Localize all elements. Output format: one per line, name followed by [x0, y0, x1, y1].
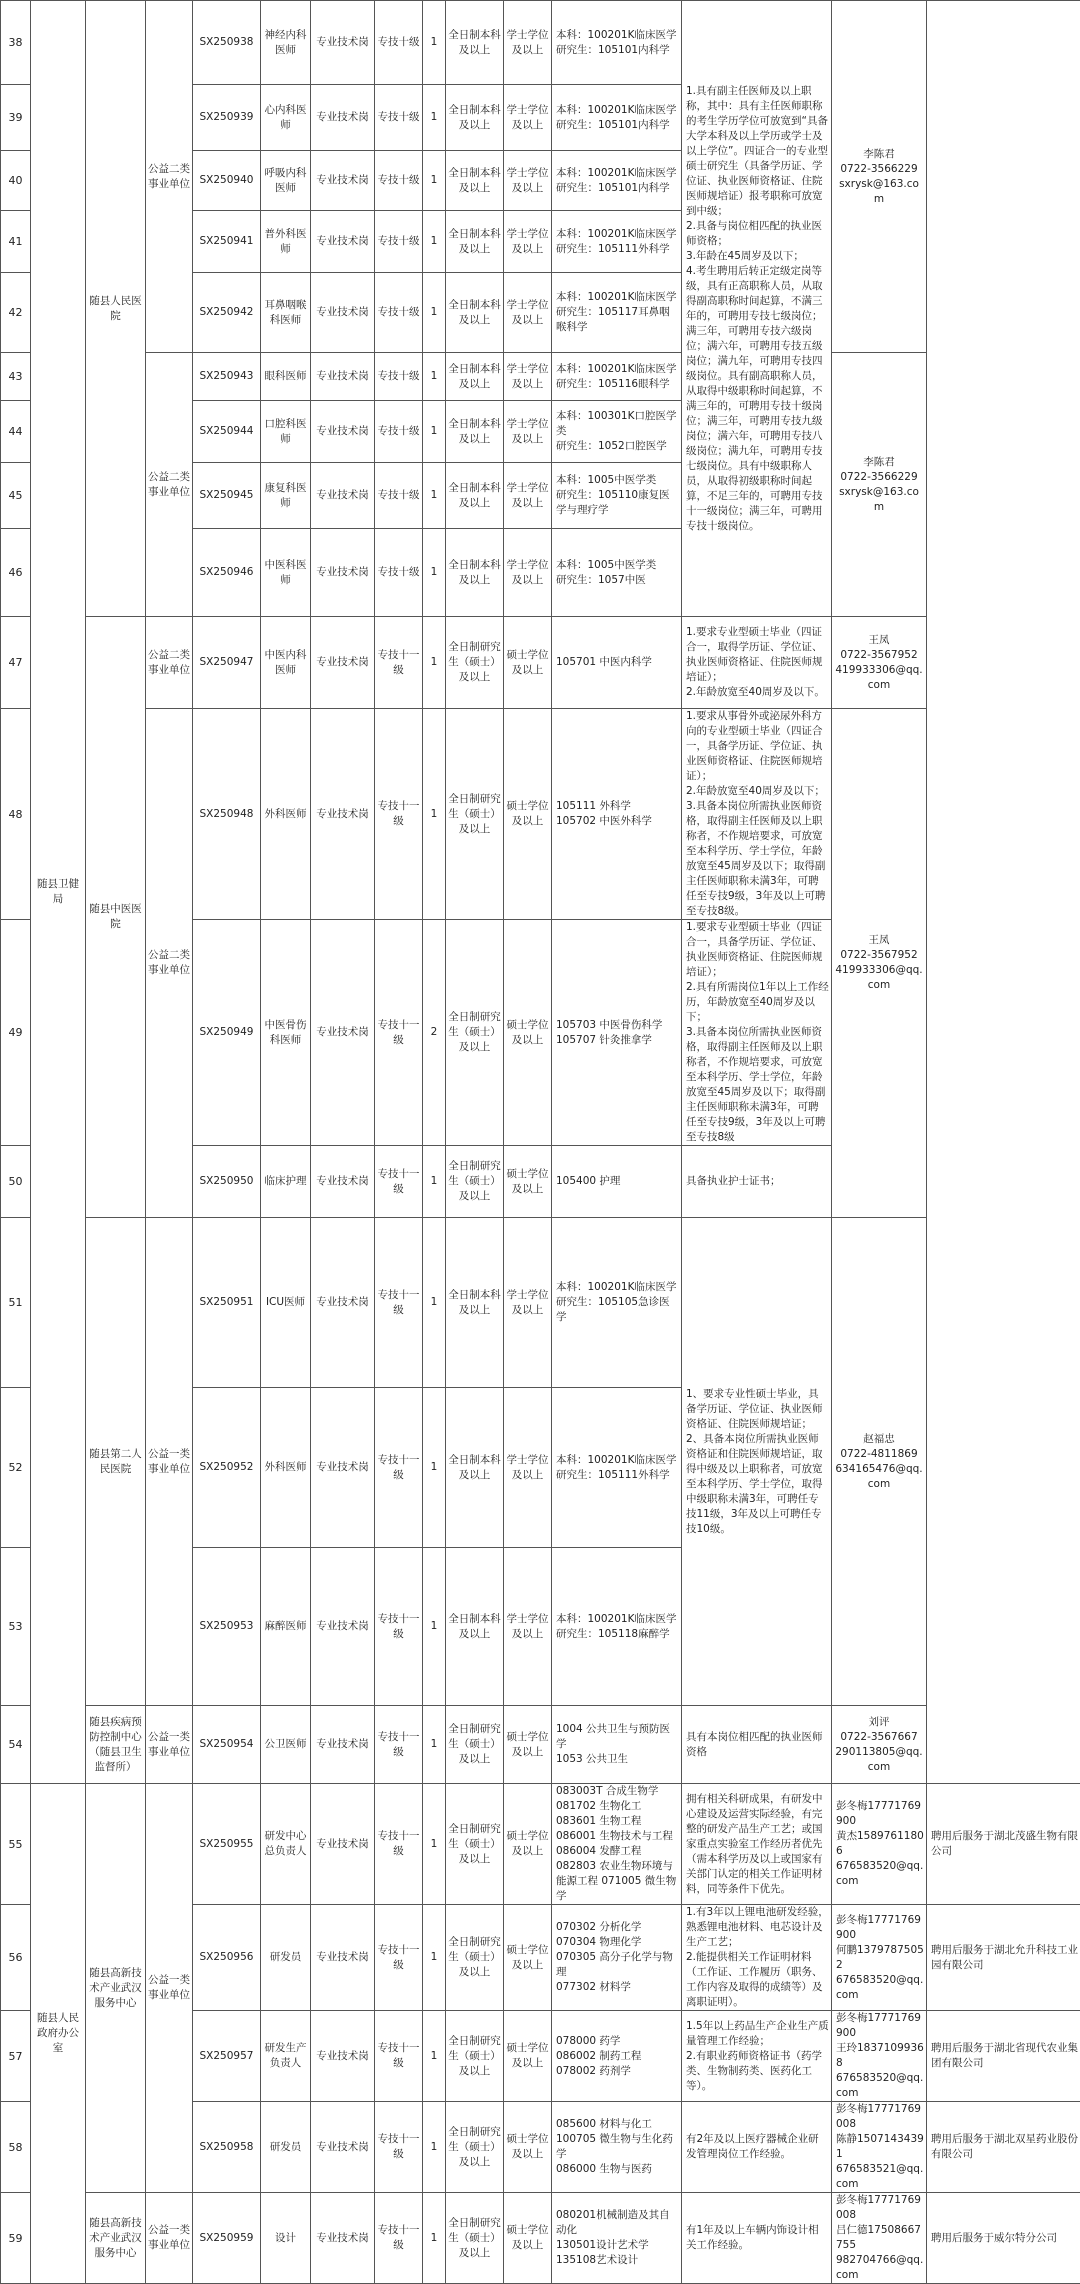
major: 本科：100201K临床医学 研究生：105111外科学 — [552, 1388, 682, 1548]
education: 全日制研究生（硕士）及以上 — [446, 1905, 504, 2011]
major: 本科：100201K临床医学 研究生：105111外科学 — [552, 211, 682, 273]
post-name: 中医骨伤科医师 — [261, 920, 311, 1146]
requirements-cell: 1.要求从事骨外或泌尿外科方向的专业型硕士毕业（四证合一，具备学历证、学位证、执业医师资格证、住院医师规培证）； 2.年龄放宽至40周岁及以下； 3.具备本岗位所需执业医师资格，取得副主任医师及以上职称者，不作规培要求，可放宽至本科学历、学士学位，年龄放宽至45周岁及以下；取得副主任医师职称未满3年，可聘任至专技9级，3年及以上可聘至专技8级。 — [682, 709, 832, 920]
major: 本科：1005中医学类 研究生：105110康复医学与理疗学 — [552, 463, 682, 529]
requirements-cell: 具备执业护士证书； — [682, 1146, 832, 1218]
post-type: 专业技术岗 — [311, 1388, 375, 1548]
post-level: 专技十一级 — [375, 617, 423, 709]
post-count: 2 — [423, 920, 446, 1146]
post-level: 专技十级 — [375, 353, 423, 401]
post-level: 专技十级 — [375, 463, 423, 529]
contact-cell: 王凤 0722-3567952 419933306@qq.com — [832, 709, 927, 1218]
department-cell: 随县人民政府办公室 — [31, 1784, 86, 2284]
post-name: 麻醉医师 — [261, 1548, 311, 1706]
unit-cell: 随县中医医院 — [86, 617, 146, 1218]
row-number: 59 — [1, 2193, 31, 2284]
post-type: 专业技术岗 — [311, 920, 375, 1146]
degree: 学士学位及以上 — [504, 151, 552, 211]
post-level: 专技十一级 — [375, 1905, 423, 2011]
major: 本科：100201K临床医学 研究生：105105急诊医学 — [552, 1218, 682, 1388]
unit-type-cell: 公益一类事业单位 — [146, 1784, 193, 2193]
major: 本科：100201K临床医学 研究生：105101内科学 — [552, 1, 682, 85]
note-text: 聘用后服务于湖北茂盛生物有限公司 — [927, 1784, 1080, 1905]
row-number: 41 — [1, 211, 31, 273]
requirements-cell: 有2年及以上医疗器械企业研发管理岗位工作经验。 — [682, 2102, 832, 2193]
contact-cell: 彭冬梅17771769900 何鹏13797875052 676583520@qq.com — [832, 1905, 927, 2011]
education: 全日制本科及以上 — [446, 1, 504, 85]
post-type: 专业技术岗 — [311, 85, 375, 151]
post-name: 研发员 — [261, 1905, 311, 2011]
contact-cell: 彭冬梅17771769008 吕仁德17508667755 982704766@qq.com — [832, 2193, 927, 2284]
post-code: SX250959 — [193, 2193, 261, 2284]
post-name: 口腔科医师 — [261, 401, 311, 463]
education: 全日制本科及以上 — [446, 1388, 504, 1548]
degree: 学士学位及以上 — [504, 463, 552, 529]
post-count: 1 — [423, 1388, 446, 1548]
unit-type-cell: 公益一类事业单位 — [146, 1218, 193, 1706]
post-type: 专业技术岗 — [311, 401, 375, 463]
post-name: 研发中心总负责人 — [261, 1784, 311, 1905]
department-cell: 随县卫健局 — [31, 1, 86, 1784]
row-number: 45 — [1, 463, 31, 529]
major: 本科：100201K临床医学 研究生：105116眼科学 — [552, 353, 682, 401]
contact-cell: 李陈君 0722-3566229 sxrysk@163.com — [832, 1, 927, 353]
row-number: 47 — [1, 617, 31, 709]
major: 本科：100201K临床医学 研究生：105118麻醉学 — [552, 1548, 682, 1706]
post-count: 1 — [423, 2193, 446, 2284]
post-type: 专业技术岗 — [311, 463, 375, 529]
unit-cell: 随县高新技术产业武汉服务中心 — [86, 2193, 146, 2284]
table-row — [1, 709, 1080, 920]
degree: 学士学位及以上 — [504, 273, 552, 353]
degree: 学士学位及以上 — [504, 85, 552, 151]
row-number: 57 — [1, 2011, 31, 2102]
post-name: 设计 — [261, 2193, 311, 2284]
major: 本科：100301K口腔医学类 研究生：1052口腔医学 — [552, 401, 682, 463]
post-code: SX250953 — [193, 1548, 261, 1706]
post-code: SX250954 — [193, 1706, 261, 1784]
post-type: 专业技术岗 — [311, 1706, 375, 1784]
post-code: SX250943 — [193, 353, 261, 401]
post-count: 1 — [423, 273, 446, 353]
major: 078000 药学 086002 制药工程 078002 药剂学 — [552, 2011, 682, 2102]
post-name: 眼科医师 — [261, 353, 311, 401]
major: 本科：100201K临床医学 研究生：105101内科学 — [552, 85, 682, 151]
education: 全日制本科及以上 — [446, 151, 504, 211]
requirements-cell: 1、要求专业性硕士毕业，具备学历证、学位证、执业医师资格证、住院医师规培证； 2、具备本岗位所需执业医师资格证和住院医师规培证，取得中级及以上职称者，可放宽至本科学历、学士学位，取得中级职称未满3年，可聘任专技11级，3年及以上可聘任专技10级。 — [682, 1218, 832, 1706]
post-level: 专技十一级 — [375, 1218, 423, 1388]
degree: 学士学位及以上 — [504, 529, 552, 617]
post-code: SX250941 — [193, 211, 261, 273]
post-level: 专技十级 — [375, 401, 423, 463]
post-count: 1 — [423, 1706, 446, 1784]
post-level: 专技十一级 — [375, 1548, 423, 1706]
table-row — [1, 1706, 1080, 1784]
major: 105701 中医内科学 — [552, 617, 682, 709]
education: 全日制本科及以上 — [446, 353, 504, 401]
row-number: 43 — [1, 353, 31, 401]
post-code: SX250939 — [193, 85, 261, 151]
post-name: 研发员 — [261, 2102, 311, 2193]
post-count: 1 — [423, 1548, 446, 1706]
requirements-cell: 1.有3年以上锂电池研发经验，熟悉锂电池材料、电芯设计及生产工艺； 2.能提供相关工作证明材料（工作证、工作履历（职务、工作内容及取得的成绩等）及离职证明）。 — [682, 1905, 832, 2011]
education: 全日制本科及以上 — [446, 85, 504, 151]
post-level: 专技十级 — [375, 529, 423, 617]
education: 全日制研究生（硕士）及以上 — [446, 2011, 504, 2102]
post-name: 公卫医师 — [261, 1706, 311, 1784]
post-level: 专技十一级 — [375, 2102, 423, 2193]
requirements-cell: 1.要求专业型硕士毕业（四证合一，取得学历证、学位证、执业医师资格证、住院医师规培证）； 2.年龄放宽至40周岁及以下。 — [682, 617, 832, 709]
post-level: 专技十一级 — [375, 1784, 423, 1905]
unit-type-cell: 公益二类事业单位 — [146, 1, 193, 353]
major: 本科：100201K临床医学 研究生：105101内科学 — [552, 151, 682, 211]
requirements-cell: 1.5年以上药品生产企业生产质量管理工作经验； 2.有职业药师资格证书（药学类、生物制药类、医药化工等）。 — [682, 2011, 832, 2102]
post-level: 专技十级 — [375, 211, 423, 273]
row-number: 48 — [1, 709, 31, 920]
education: 全日制本科及以上 — [446, 273, 504, 353]
degree: 学士学位及以上 — [504, 1218, 552, 1388]
unit-type-cell: 公益一类事业单位 — [146, 2193, 193, 2284]
education: 全日制本科及以上 — [446, 463, 504, 529]
table-row — [1, 2193, 1080, 2284]
degree: 硕士学位及以上 — [504, 2011, 552, 2102]
contact-cell: 彭冬梅17771769900 王玲18371099368 676583520@qq.com — [832, 2011, 927, 2102]
post-type: 专业技术岗 — [311, 2102, 375, 2193]
education: 全日制本科及以上 — [446, 1548, 504, 1706]
row-number: 50 — [1, 1146, 31, 1218]
post-code: SX250938 — [193, 1, 261, 85]
post-type: 专业技术岗 — [311, 1146, 375, 1218]
table-row — [1, 353, 1080, 401]
major: 本科：1005中医学类 研究生：1057中医 — [552, 529, 682, 617]
row-number: 55 — [1, 1784, 31, 1905]
major: 070302 分析化学 070304 物理化学 070305 高分子化学与物理 077302 材料学 — [552, 1905, 682, 2011]
note-text: 聘用后服务于湖北允升科技工业园有限公司 — [927, 1905, 1080, 2011]
unit-cell: 随县高新技术产业武汉服务中心 — [86, 1784, 146, 2193]
post-type: 专业技术岗 — [311, 1218, 375, 1388]
major: 105111 外科学 105702 中医外科学 — [552, 709, 682, 920]
post-name: 外科医师 — [261, 1388, 311, 1548]
row-number: 52 — [1, 1388, 31, 1548]
degree: 硕士学位及以上 — [504, 1146, 552, 1218]
degree: 硕士学位及以上 — [504, 2193, 552, 2284]
degree: 学士学位及以上 — [504, 1548, 552, 1706]
post-code: SX250951 — [193, 1218, 261, 1388]
requirements-cell: 1.具有副主任医师及以上职称，其中：具有主任医师职称的考生学历学位可放宽到“具备大学本科及以上学历或学士及以上学位”。四证合一的专业型硕士研究生（具备学历证、学位证、执业医师资格证、住院医师规培证）报考职称可放宽到中级； 2.具备与岗位相匹配的执业医师资格； 3.年龄在45周岁及以下； 4.考生聘用后转正定级定岗等级，具有正高职称人员，从取得副高职称时间起算，不满三年的，可聘用专技七级岗位；满三年，可聘用专技六级岗位；满六年，可聘用专技五级岗位；满九年，可聘用专技四级岗位。具有副高职称人员，从取得中级职称时间起算，不满三年的，可聘用专技十级岗位；满三年，可聘用专技九级岗位；满六年，可聘用专技八级岗位；满九年，可聘用专技七级岗位。具有中级职称人员，从取得初级职称时间起算，不足三年的，可聘用专技十一级岗位；满三年，可聘用专技十级岗位。 — [682, 1, 832, 617]
post-type: 专业技术岗 — [311, 1, 375, 85]
row-number: 44 — [1, 401, 31, 463]
post-level: 专技十级 — [375, 1, 423, 85]
post-code: SX250947 — [193, 617, 261, 709]
requirements-cell: 有1年及以上车辆内饰设计相关工作经验。 — [682, 2193, 832, 2284]
post-name: 呼吸内科医师 — [261, 151, 311, 211]
post-count: 1 — [423, 1, 446, 85]
post-level: 专技十一级 — [375, 709, 423, 920]
table-row — [1, 1, 1080, 85]
post-name: 中医内科医师 — [261, 617, 311, 709]
post-code: SX250952 — [193, 1388, 261, 1548]
post-name: ICU医师 — [261, 1218, 311, 1388]
post-count: 1 — [423, 401, 446, 463]
contact-cell: 王凤 0722-3567952 419933306@qq.com — [832, 617, 927, 709]
post-code: SX250949 — [193, 920, 261, 1146]
education: 全日制本科及以上 — [446, 401, 504, 463]
post-level: 专技十级 — [375, 151, 423, 211]
row-number: 53 — [1, 1548, 31, 1706]
post-level: 专技十级 — [375, 273, 423, 353]
note-text: 聘用后服务于湖北双星药业股份有限公司 — [927, 2102, 1080, 2193]
post-count: 1 — [423, 1784, 446, 1905]
unit-type-cell: 公益二类事业单位 — [146, 709, 193, 1218]
degree: 学士学位及以上 — [504, 401, 552, 463]
post-type: 专业技术岗 — [311, 2011, 375, 2102]
row-number: 54 — [1, 1706, 31, 1784]
degree: 硕士学位及以上 — [504, 1706, 552, 1784]
post-name: 康复科医师 — [261, 463, 311, 529]
post-level: 专技十一级 — [375, 2011, 423, 2102]
post-count: 1 — [423, 2102, 446, 2193]
note-text: 聘用后服务于威尔特分公司 — [927, 2193, 1080, 2284]
post-code: SX250944 — [193, 401, 261, 463]
post-type: 专业技术岗 — [311, 2193, 375, 2284]
post-count: 1 — [423, 151, 446, 211]
contact-cell: 李陈君 0722-3566229 sxrysk@163.com — [832, 353, 927, 617]
degree: 硕士学位及以上 — [504, 709, 552, 920]
unit-type-cell: 公益二类事业单位 — [146, 353, 193, 617]
major: 本科：100201K临床医学 研究生：105117耳鼻咽喉科学 — [552, 273, 682, 353]
row-number: 49 — [1, 920, 31, 1146]
education: 全日制研究生（硕士）及以上 — [446, 1146, 504, 1218]
education: 全日制研究生（硕士）及以上 — [446, 709, 504, 920]
education: 全日制研究生（硕士）及以上 — [446, 2193, 504, 2284]
education: 全日制本科及以上 — [446, 529, 504, 617]
education: 全日制研究生（硕士）及以上 — [446, 920, 504, 1146]
contact-cell: 赵福忠 0722-4811869 634165476@qq.com — [832, 1218, 927, 1706]
post-count: 1 — [423, 529, 446, 617]
degree: 硕士学位及以上 — [504, 1784, 552, 1905]
row-number: 58 — [1, 2102, 31, 2193]
post-type: 专业技术岗 — [311, 1548, 375, 1706]
post-code: SX250942 — [193, 273, 261, 353]
unit-cell: 随县第二人民医院 — [86, 1218, 146, 1706]
post-count: 1 — [423, 2011, 446, 2102]
unit-type-cell: 公益一类事业单位 — [146, 1706, 193, 1784]
degree: 硕士学位及以上 — [504, 920, 552, 1146]
degree: 学士学位及以上 — [504, 1388, 552, 1548]
post-type: 专业技术岗 — [311, 151, 375, 211]
major: 1004 公共卫生与预防医学 1053 公共卫生 — [552, 1706, 682, 1784]
major: 085600 材料与化工 100705 微生物与生化药学 086000 生物与医药 — [552, 2102, 682, 2193]
table-row — [1, 617, 1080, 709]
post-count: 1 — [423, 353, 446, 401]
contact-cell: 彭冬梅17771769900 黄杰15897611806 676583520@qq.com — [832, 1784, 927, 1905]
requirements-cell: 1.要求专业型硕士毕业（四证合一，具备学历证、学位证、执业医师资格证、住院医师规培证）； 2.具有所需岗位1年以上工作经历，年龄放宽至40周岁及以下； 3.具备本岗位所需执业医师资格，取得副主任医师及以上职称者，不作规培要求，可放宽至本科学历、学士学位，年龄放宽至45周岁及以下；取得副主任医师职称未满3年，可聘任至专技9级，3年及以上可聘至专技8级 — [682, 920, 832, 1146]
post-type: 专业技术岗 — [311, 1784, 375, 1905]
post-level: 专技十一级 — [375, 920, 423, 1146]
table-row — [1, 1784, 1080, 1905]
post-code: SX250957 — [193, 2011, 261, 2102]
education: 全日制研究生（硕士）及以上 — [446, 1706, 504, 1784]
note-cell — [927, 1, 1080, 1784]
requirements-cell: 拥有相关科研成果，有研发中心建设及运营实际经验，有完整的研发产品生产工艺；或国家重点实验室工作经历者优先（需本科学历及以上或国家有关部门认定的相关工作证明材料，同等条件下优先。 — [682, 1784, 832, 1905]
unit-cell: 随县疾病预防控制中心（随县卫生监督所） — [86, 1706, 146, 1784]
major: 105400 护理 — [552, 1146, 682, 1218]
post-type: 专业技术岗 — [311, 529, 375, 617]
note-text: 聘用后服务于湖北省现代农业集团有限公司 — [927, 2011, 1080, 2102]
post-name: 临床护理 — [261, 1146, 311, 1218]
post-count: 1 — [423, 1218, 446, 1388]
post-level: 专技十一级 — [375, 2193, 423, 2284]
row-number: 42 — [1, 273, 31, 353]
post-code: SX250940 — [193, 151, 261, 211]
post-code: SX250946 — [193, 529, 261, 617]
education: 全日制研究生（硕士）及以上 — [446, 2102, 504, 2193]
post-code: SX250950 — [193, 1146, 261, 1218]
degree: 学士学位及以上 — [504, 211, 552, 273]
post-code: SX250955 — [193, 1784, 261, 1905]
post-type: 专业技术岗 — [311, 709, 375, 920]
education: 全日制本科及以上 — [446, 211, 504, 273]
post-count: 1 — [423, 211, 446, 273]
post-count: 1 — [423, 463, 446, 529]
post-level: 专技十一级 — [375, 1146, 423, 1218]
post-name: 外科医师 — [261, 709, 311, 920]
row-number: 39 — [1, 85, 31, 151]
post-count: 1 — [423, 1905, 446, 2011]
row-number: 56 — [1, 1905, 31, 2011]
post-code: SX250948 — [193, 709, 261, 920]
education: 全日制本科及以上 — [446, 1218, 504, 1388]
row-number: 38 — [1, 1, 31, 85]
post-level: 专技十一级 — [375, 1706, 423, 1784]
degree: 硕士学位及以上 — [504, 1905, 552, 2011]
post-name: 中医科医师 — [261, 529, 311, 617]
major: 105703 中医骨伤科学 105707 针灸推拿学 — [552, 920, 682, 1146]
post-name: 耳鼻咽喉科医师 — [261, 273, 311, 353]
post-name: 研发生产负责人 — [261, 2011, 311, 2102]
post-count: 1 — [423, 617, 446, 709]
row-number: 46 — [1, 529, 31, 617]
unit-type-cell: 公益二类事业单位 — [146, 617, 193, 709]
post-count: 1 — [423, 709, 446, 920]
post-count: 1 — [423, 1146, 446, 1218]
post-level: 专技十一级 — [375, 1388, 423, 1548]
post-type: 专业技术岗 — [311, 1905, 375, 2011]
contact-cell: 彭冬梅17771769008 陈静15071434391 676583521@qq.com — [832, 2102, 927, 2193]
unit-cell: 随县人民医院 — [86, 1, 146, 617]
row-number: 40 — [1, 151, 31, 211]
education: 全日制研究生（硕士）及以上 — [446, 617, 504, 709]
requirements-cell: 具有本岗位相匹配的执业医师资格 — [682, 1706, 832, 1784]
post-code: SX250945 — [193, 463, 261, 529]
degree: 学士学位及以上 — [504, 353, 552, 401]
post-code: SX250958 — [193, 2102, 261, 2193]
post-level: 专技十级 — [375, 85, 423, 151]
post-name: 神经内科医师 — [261, 1, 311, 85]
contact-cell: 刘评 0722-3567667 290113805@qq.com — [832, 1706, 927, 1784]
major: 080201机械制造及其自动化 130501设计艺术学 135108艺术设计 — [552, 2193, 682, 2284]
degree: 硕士学位及以上 — [504, 2102, 552, 2193]
post-name: 普外科医师 — [261, 211, 311, 273]
row-number: 51 — [1, 1218, 31, 1388]
post-type: 专业技术岗 — [311, 353, 375, 401]
table-row — [1, 1218, 1080, 1388]
post-name: 心内科医师 — [261, 85, 311, 151]
post-count: 1 — [423, 85, 446, 151]
post-type: 专业技术岗 — [311, 211, 375, 273]
education: 全日制研究生（硕士）及以上 — [446, 1784, 504, 1905]
post-code: SX250956 — [193, 1905, 261, 2011]
degree: 硕士学位及以上 — [504, 617, 552, 709]
degree: 学士学位及以上 — [504, 1, 552, 85]
post-type: 专业技术岗 — [311, 617, 375, 709]
post-type: 专业技术岗 — [311, 273, 375, 353]
major: 083003T 合成生物学 081702 生物化工 083601 生物工程 086001 生物技术与工程 086004 发酵工程 082803 农业生物环境与能源工程 071005 微生物学 — [552, 1784, 682, 1905]
